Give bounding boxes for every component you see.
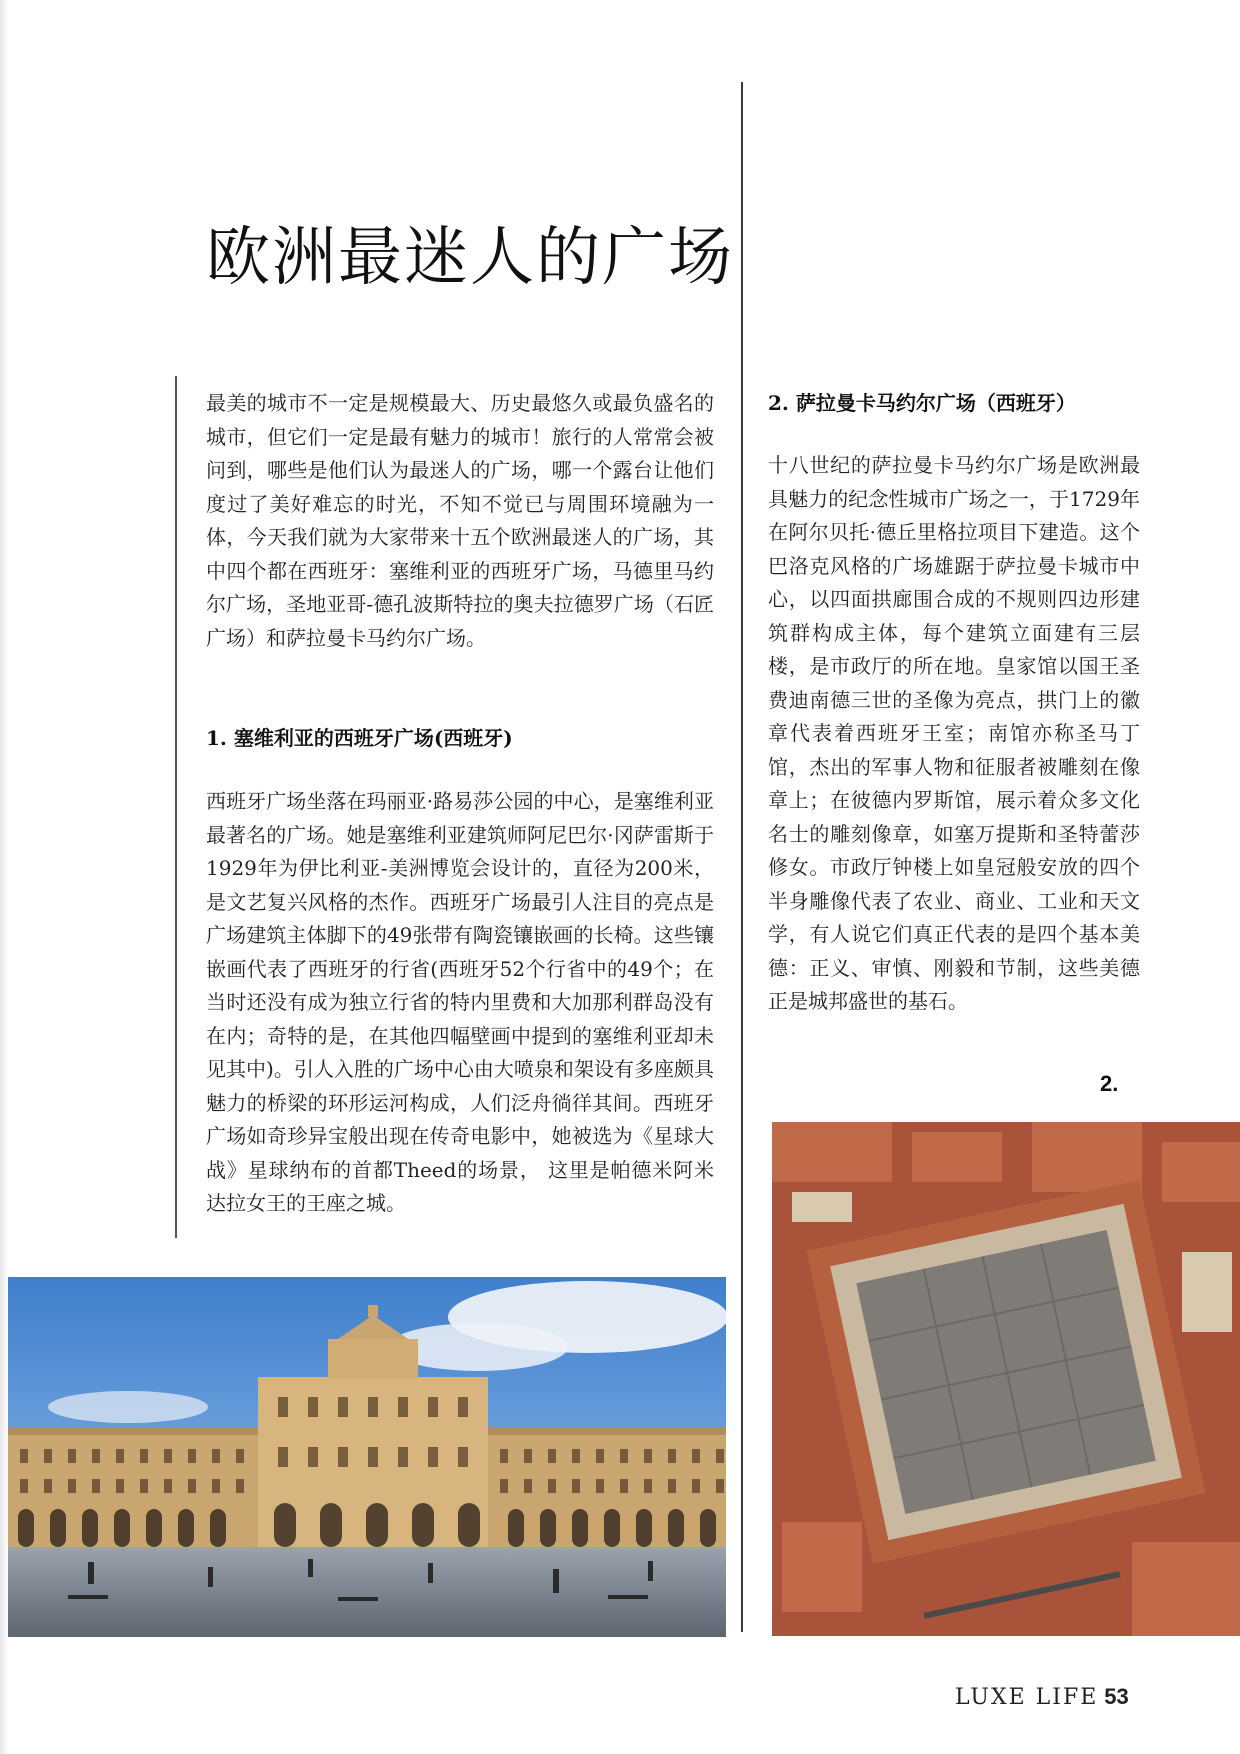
column-divider	[741, 82, 743, 1632]
aerial-photo-illustration	[772, 1122, 1240, 1636]
section2-body: 十八世纪的萨拉曼卡马约尔广场是欧洲最具魅力的纪念性城市广场之一，于1729年在阿尔贝托·德丘里格拉项目下建造。这个巴洛克风格的广场雄踞于萨拉曼卡城市中心，以四面拱廊围合成的不规则四边形建筑群构成主体，每个建筑立面建有三层楼，是市政厅的所在地。皇家馆以国王圣费迪南德三世的圣像为亮点，拱门上的徽章代表着西班牙王室；南馆亦称圣马丁馆，杰出的军事人物和征服者被雕刻在像章上；在彼德内罗斯馆，展示着众多文化名士的雕刻像章，如塞万提斯和圣特蕾莎修女。市政厅钟楼上如皇冠般安放的四个半身雕像代表了农业、商业、工业和天文学，有人说它们真正代表的是四个基本美德：正义、审慎、刚毅和节制，这些美德正是城邦盛世的基石。	[768, 453, 1140, 1013]
page-number: 53	[1104, 1684, 1129, 1709]
page-footer	[955, 1684, 1129, 1710]
left-column-rule	[175, 376, 177, 1238]
intro-paragraph: 最美的城市不一定是规模最大、历史最悠久或最负盛名的城市，但它们一定是最有魅力的城市！旅行的人常常会被问到，哪些是他们认为最迷人的广场，哪一个露台让他们度过了美好难忘的时光，不知不觉已与周围环境融为一体，今天我们就为大家带来十五个欧洲最迷人的广场，其中四个都在西班牙：塞维利亚的西班牙广场，马德里马约尔广场，圣地亚哥-德孔波斯特拉的奥夫拉德罗广场（石匠广场）和萨拉曼卡马约尔广场。	[206, 391, 714, 650]
page-title: 欧洲最迷人的广场	[206, 221, 734, 295]
section2-heading: 2. 萨拉曼卡马约尔广场（西班牙）	[768, 391, 1076, 415]
magazine-name: LUXE LIFE	[955, 1685, 1099, 1710]
plaza-photo-illustration	[8, 1277, 726, 1637]
aerial-photo	[772, 1122, 1240, 1636]
page-edge-shadow	[0, 0, 8, 1754]
section1-heading: 1. 塞维利亚的西班牙广场(西班牙)	[206, 726, 513, 750]
section1-body: 西班牙广场坐落在玛丽亚·路易莎公园的中心，是塞维利亚最著名的广场。她是塞维利亚建筑师阿尼巴尔·冈萨雷斯于1929年为伊比利亚-美洲博览会设计的，直径为200米，是文艺复兴风格的杰作。西班牙广场最引人注目的亮点是广场建筑主体脚下的49张带有陶瓷镶嵌画的长椅。这些镶嵌画代表了西班牙的行省(西班牙52个行省中的49个；在当时还没有成为独立行省的特内里费和大加那利群岛没有在内；奇特的是，在其他四幅壁画中提到的塞维利亚却未见其中)。引人入胜的广场中心由大喷泉和架设有多座颇具魅力的桥梁的环形运河构成，人们泛舟徜徉其间。西班牙广场如奇珍异宝般出现在传奇电影中，她被选为《星球大战》星球纳布的首都Theed的场景， 这里是帕德米阿米达拉女王的王座之城。	[206, 789, 714, 1215]
plaza-photo	[8, 1277, 726, 1637]
figure-marker: 2.	[1100, 1071, 1119, 1096]
